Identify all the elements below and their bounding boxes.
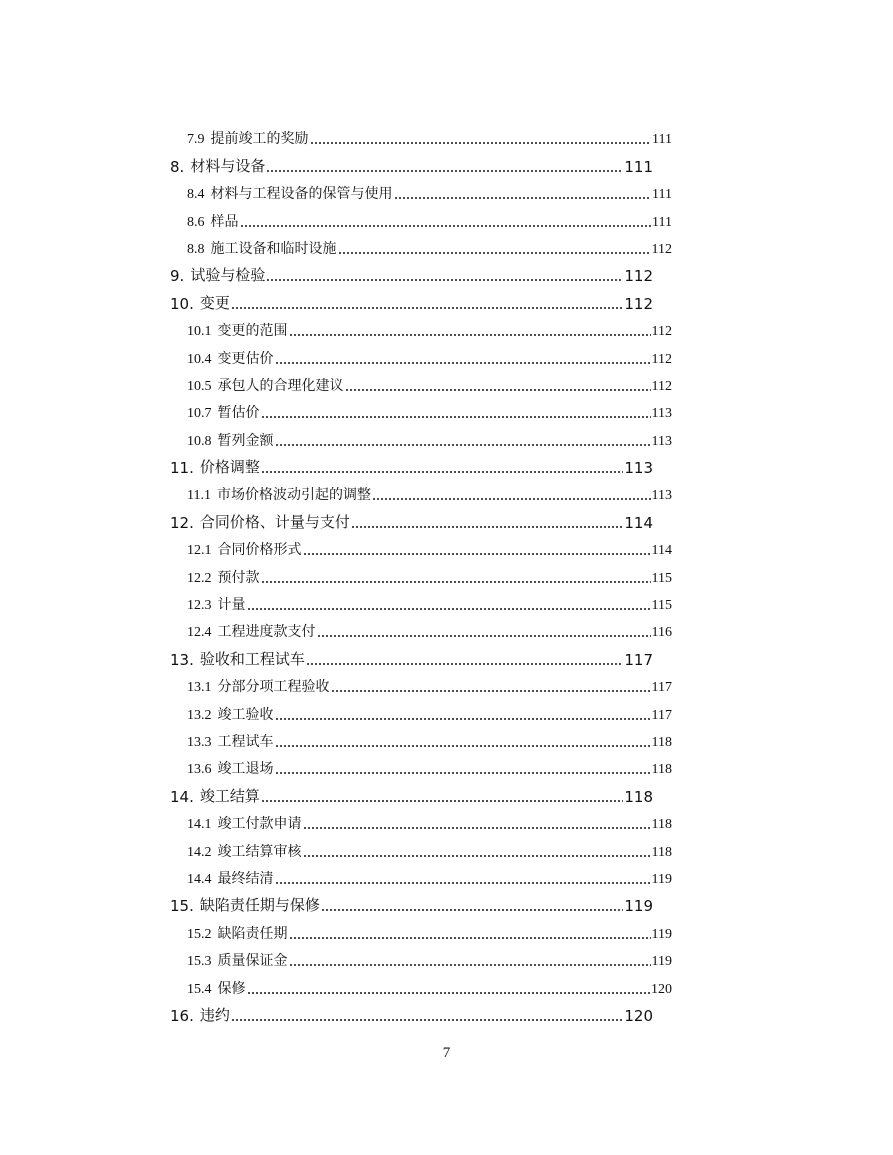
toc-entry-title: 暂估价 xyxy=(217,405,260,422)
toc-entry[interactable] xyxy=(187,395,672,422)
toc-entry[interactable] xyxy=(187,313,672,340)
toc-entry-page: 117 xyxy=(651,707,672,723)
toc-entry[interactable] xyxy=(187,696,672,723)
toc-entry[interactable] xyxy=(170,148,653,175)
toc-entry-number: 15.2 xyxy=(187,926,212,942)
toc-entry[interactable] xyxy=(170,641,653,668)
toc-entry-number: 12.1 xyxy=(187,543,212,559)
toc-entry-title: 施工设备和临时设施 xyxy=(210,240,337,257)
toc-entry-title: 验收和工程试车 xyxy=(199,649,305,668)
toc-entry[interactable] xyxy=(187,368,672,395)
toc-entry-page: 118 xyxy=(651,817,672,833)
toc-entry-title: 变更估价 xyxy=(217,350,274,367)
toc-entry-title: 保修 xyxy=(217,980,246,997)
toc-entry-page: 120 xyxy=(624,1006,653,1025)
toc-entry-number: 13.2 xyxy=(187,707,212,723)
toc-entry-page: 112 xyxy=(651,351,672,367)
toc-entry[interactable] xyxy=(187,915,672,942)
toc-entry-title: 竣工结算审核 xyxy=(217,843,302,860)
dot-leader xyxy=(275,429,651,447)
toc-entry-title: 变更的范围 xyxy=(217,323,288,340)
toc-entry-title: 合同价格形式 xyxy=(217,542,302,559)
dot-leader xyxy=(289,922,651,940)
dot-leader xyxy=(394,182,652,200)
toc-entry-page: 112 xyxy=(624,294,653,313)
toc-entry-title: 价格调整 xyxy=(199,458,260,477)
toc-entry-number: 8.4 xyxy=(187,187,205,203)
dot-leader xyxy=(247,593,651,611)
toc-entry-number: 10.8 xyxy=(187,433,212,449)
toc-entry-number: 14.1 xyxy=(187,817,212,833)
dot-leader xyxy=(275,347,651,365)
toc-entry-title: 竣工付款申请 xyxy=(217,816,302,833)
table-of-contents xyxy=(0,121,893,1025)
toc-entry[interactable] xyxy=(187,203,672,230)
toc-entry-page: 113 xyxy=(651,406,672,422)
toc-entry[interactable] xyxy=(170,285,653,312)
toc-entry-page: 120 xyxy=(651,981,672,997)
toc-entry-number: 10.5 xyxy=(187,378,212,394)
toc-entry-title: 竣工退场 xyxy=(217,761,274,778)
toc-entry[interactable] xyxy=(187,970,672,997)
toc-entry-page: 118 xyxy=(651,844,672,860)
dot-leader xyxy=(345,374,651,392)
dot-leader xyxy=(303,812,651,830)
toc-entry-number: 8. xyxy=(170,157,185,176)
toc-entry-number: 13.6 xyxy=(187,762,212,778)
toc-entry-title: 竣工验收 xyxy=(217,706,274,723)
dot-leader xyxy=(231,292,623,310)
toc-entry-number: 13.1 xyxy=(187,680,212,696)
toc-entry-number: 11. xyxy=(170,459,194,478)
dot-leader xyxy=(275,730,651,748)
dot-leader xyxy=(275,703,651,721)
toc-entry-page: 114 xyxy=(624,513,653,532)
toc-entry-title: 缺陷责任期与保修 xyxy=(199,896,320,915)
toc-entry-number: 12. xyxy=(170,513,194,532)
toc-entry-title: 试验与检验 xyxy=(190,266,266,285)
toc-entry-title: 合同价格、计量与支付 xyxy=(199,512,350,531)
page-number: 7 xyxy=(442,1045,451,1061)
toc-entry-page: 117 xyxy=(651,680,672,696)
dot-leader xyxy=(231,1004,623,1022)
toc-entry-title: 质量保证金 xyxy=(217,953,288,970)
toc-entry-page: 119 xyxy=(651,926,672,942)
toc-entry-number: 12.4 xyxy=(187,625,212,641)
dot-leader xyxy=(351,511,623,529)
toc-entry-title: 材料与工程设备的保管与使用 xyxy=(210,186,393,203)
toc-entry-title: 工程试车 xyxy=(217,733,274,750)
dot-leader xyxy=(303,538,651,556)
toc-entry[interactable] xyxy=(187,614,672,641)
toc-entry-number: 12.2 xyxy=(187,570,212,586)
toc-entry-number: 13.3 xyxy=(187,734,212,750)
toc-entry-page: 113 xyxy=(624,459,653,478)
dot-leader xyxy=(275,867,651,885)
dot-leader xyxy=(261,401,651,419)
dot-leader xyxy=(261,566,651,584)
dot-leader xyxy=(289,319,651,337)
toc-entry-title: 计量 xyxy=(217,597,246,614)
toc-entry[interactable] xyxy=(187,724,672,751)
toc-entry-title: 暂列金额 xyxy=(217,432,274,449)
toc-entry-title: 变更 xyxy=(199,293,230,312)
toc-entry-title: 违约 xyxy=(199,1005,230,1024)
toc-entry-title: 缺陷责任期 xyxy=(217,925,288,942)
toc-entry-title: 提前竣工的奖励 xyxy=(210,131,309,148)
toc-entry[interactable] xyxy=(170,888,653,915)
toc-entry-number: 14.2 xyxy=(187,844,212,860)
toc-entry-number: 15.4 xyxy=(187,981,212,997)
toc-entry[interactable] xyxy=(187,559,672,586)
dot-leader xyxy=(310,127,652,145)
toc-entry[interactable] xyxy=(187,943,672,970)
toc-entry-title: 最终结清 xyxy=(217,870,274,887)
toc-entry-title: 预付款 xyxy=(217,569,260,586)
dot-leader xyxy=(372,483,651,501)
toc-entry-number: 8.8 xyxy=(187,241,205,257)
dot-leader xyxy=(303,840,651,858)
toc-entry-title: 材料与设备 xyxy=(190,156,266,175)
dot-leader xyxy=(266,264,623,282)
toc-entry-number: 10.4 xyxy=(187,351,212,367)
dot-leader xyxy=(275,757,651,775)
toc-entry-number: 7.9 xyxy=(187,132,205,148)
toc-entry-title: 样品 xyxy=(210,213,239,230)
toc-entry[interactable] xyxy=(170,258,653,285)
toc-entry-number: 12.3 xyxy=(187,598,212,614)
toc-entry[interactable] xyxy=(187,861,672,888)
dot-leader xyxy=(306,648,623,666)
toc-entry-number: 9. xyxy=(170,267,185,286)
toc-entry-number: 16. xyxy=(170,1006,194,1025)
toc-entry-page: 117 xyxy=(624,650,653,669)
toc-entry[interactable] xyxy=(187,532,672,559)
toc-entry-page: 115 xyxy=(651,570,672,586)
dot-leader xyxy=(261,456,623,474)
toc-entry[interactable] xyxy=(187,669,672,696)
dot-leader xyxy=(338,237,651,255)
toc-entry-title: 承包人的合理化建议 xyxy=(217,377,344,394)
dot-leader xyxy=(266,155,623,173)
toc-entry-number: 14.4 xyxy=(187,871,212,887)
toc-entry-page: 113 xyxy=(651,488,672,504)
toc-entry[interactable] xyxy=(187,121,672,148)
toc-entry[interactable] xyxy=(187,833,672,860)
toc-entry-page: 111 xyxy=(652,214,672,230)
toc-entry[interactable] xyxy=(170,998,653,1025)
toc-entry-page: 114 xyxy=(651,543,672,559)
toc-entry[interactable] xyxy=(187,422,672,449)
toc-entry-page: 118 xyxy=(624,787,653,806)
toc-entry-page: 112 xyxy=(651,378,672,394)
toc-entry[interactable] xyxy=(187,806,672,833)
toc-entry-number: 10.7 xyxy=(187,406,212,422)
toc-entry[interactable] xyxy=(170,504,653,531)
toc-entry-number: 14. xyxy=(170,787,194,806)
toc-entry[interactable] xyxy=(187,176,672,203)
toc-entry-number: 8.6 xyxy=(187,214,205,230)
toc-entry-page: 119 xyxy=(651,954,672,970)
toc-entry-page: 119 xyxy=(624,897,653,916)
toc-entry-page: 111 xyxy=(652,132,672,148)
toc-entry-title: 工程进度款支付 xyxy=(217,624,316,641)
toc-entry-page: 118 xyxy=(651,762,672,778)
toc-entry[interactable] xyxy=(187,587,672,614)
toc-entry[interactable] xyxy=(187,340,672,367)
toc-entry-page: 118 xyxy=(651,734,672,750)
toc-entry-number: 10.1 xyxy=(187,324,212,340)
toc-entry[interactable] xyxy=(187,231,672,258)
toc-entry-page: 119 xyxy=(651,871,672,887)
dot-leader xyxy=(261,785,623,803)
dot-leader xyxy=(317,620,651,638)
dot-leader xyxy=(321,894,623,912)
toc-entry-page: 112 xyxy=(651,324,672,340)
toc-entry-number: 13. xyxy=(170,650,194,669)
toc-entry-page: 112 xyxy=(624,267,653,286)
toc-entry[interactable] xyxy=(170,450,653,477)
toc-entry-page: 113 xyxy=(651,433,672,449)
dot-leader xyxy=(331,675,651,693)
toc-entry[interactable] xyxy=(170,778,653,805)
toc-entry-title: 分部分项工程验收 xyxy=(217,679,330,696)
toc-entry-page: 112 xyxy=(651,241,672,257)
toc-entry-page: 116 xyxy=(651,625,672,641)
toc-entry-title: 竣工结算 xyxy=(199,786,260,805)
toc-entry-number: 11.1 xyxy=(187,488,211,504)
toc-entry-title: 市场价格波动引起的调整 xyxy=(216,487,371,504)
dot-leader xyxy=(240,210,652,228)
toc-entry-number: 15.3 xyxy=(187,954,212,970)
toc-entry-page: 115 xyxy=(651,598,672,614)
toc-entry[interactable] xyxy=(187,477,672,504)
toc-entry-page: 111 xyxy=(652,187,672,203)
toc-entry-number: 15. xyxy=(170,897,194,916)
toc-entry[interactable] xyxy=(187,751,672,778)
dot-leader xyxy=(247,977,651,995)
dot-leader xyxy=(289,949,651,967)
toc-entry-page: 111 xyxy=(624,157,653,176)
toc-entry-number: 10. xyxy=(170,294,194,313)
